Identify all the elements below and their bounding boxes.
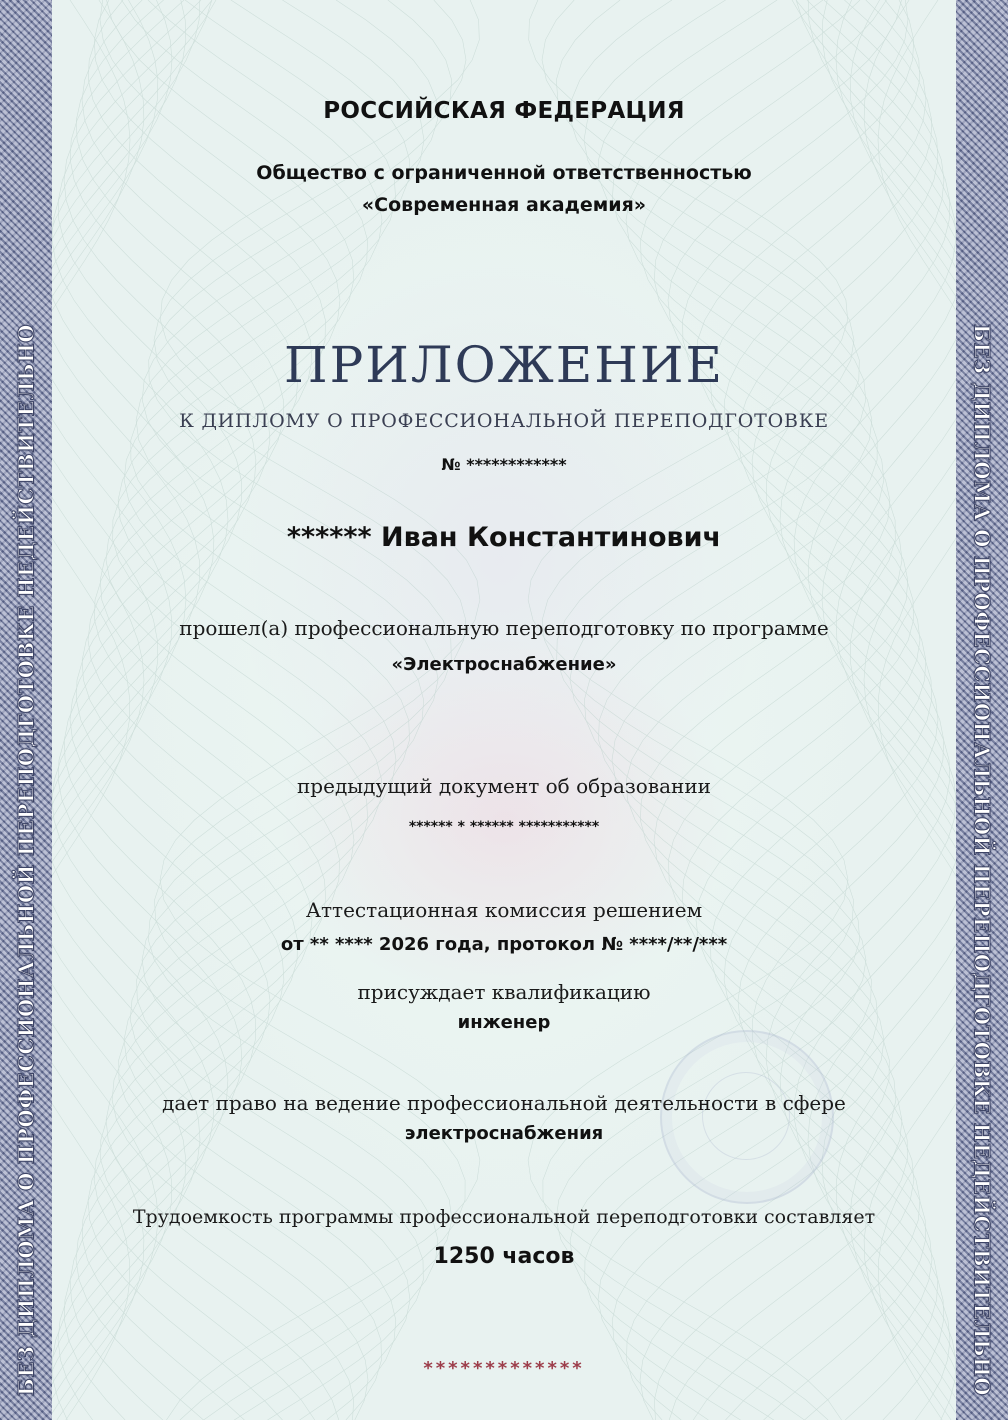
document-number: № ************ — [441, 455, 567, 474]
country-title: РОССИЙСКАЯ ФЕДЕРАЦИЯ — [323, 98, 685, 124]
seal-inner-ring — [702, 1072, 790, 1160]
program-hours: 1250 часов — [433, 1244, 575, 1269]
holder-name: ****** Иван Константинович — [286, 522, 722, 553]
protocol-line: от ** **** 2026 года, протокол № ****/**/*** — [280, 934, 728, 955]
document-heading: ПРИЛОЖЕНИЕ — [284, 336, 724, 394]
organization-line-1: Общество с ограниченной ответственностью — [256, 162, 752, 184]
organization-line-2: «Современная академия» — [361, 194, 647, 216]
activity-right-text: дает право на ведение профессиональной деятельности в сфере — [162, 1091, 846, 1115]
document-subheading: К ДИПЛОМУ О ПРОФЕССИОНАЛЬНОЙ ПЕРЕПОДГОТОВКЕ — [179, 410, 829, 432]
labor-intensity-text: Трудоемкость программы профессиональной переподготовки составляет — [132, 1206, 876, 1228]
faint-seal-watermark — [660, 1030, 834, 1204]
passed-training-text: прошел(а) профессиональную переподготовку по программе — [179, 616, 829, 640]
program-name: «Электроснабжение» — [391, 654, 617, 675]
activity-sphere: электроснабжения — [404, 1123, 604, 1144]
previous-document-label: предыдущий документ об образовании — [296, 774, 712, 798]
right-border-text: БЕЗ ДИПЛОМА О ПРОФЕССИОНАЛЬНОЙ ПЕРЕПОДГОТОВКЕ НЕДЕЙСТВИТЕЛЬНО — [969, 323, 995, 1397]
previous-document-value: ****** * ****** *********** — [408, 819, 600, 835]
left-border-text: БЕЗ ДИПЛОМА О ПРОФЕССИОНАЛЬНОЙ ПЕРЕПОДГОТОВКЕ НЕДЕЙСТВИТЕЛЬНО — [13, 323, 39, 1397]
registration-number: ************* — [423, 1358, 585, 1379]
qualification-value: инженер — [457, 1012, 551, 1033]
award-text: присуждает квалификацию — [357, 980, 651, 1004]
commission-text: Аттестационная комиссия решением — [305, 898, 703, 922]
